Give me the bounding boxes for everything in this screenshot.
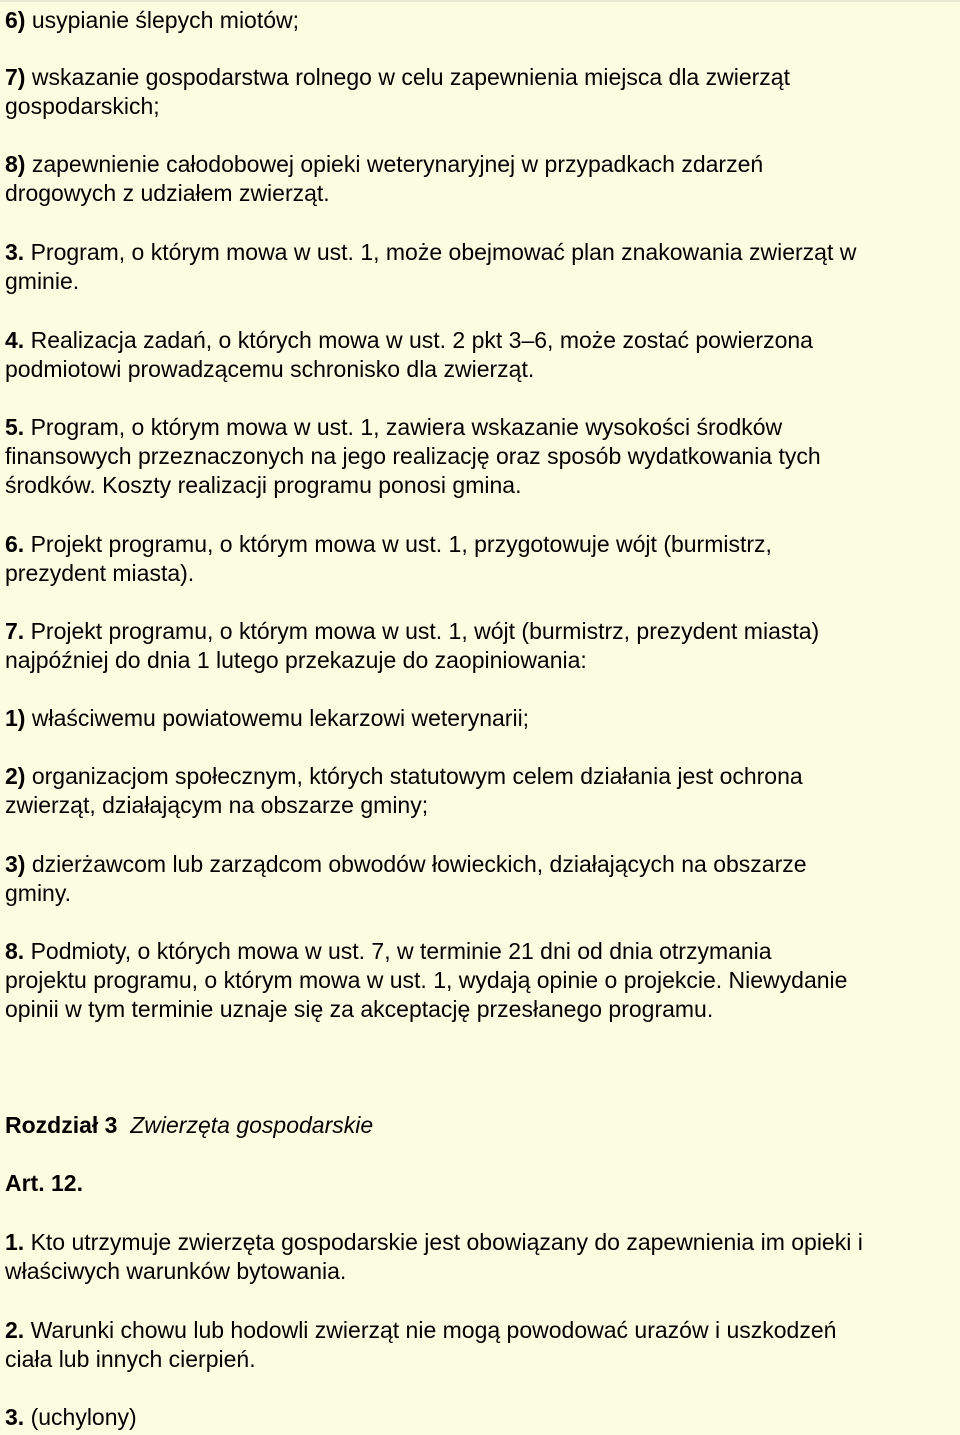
item-6-paren xyxy=(5,6,955,35)
paragraph-3 xyxy=(5,238,955,296)
paragraph-number: 2. xyxy=(5,1317,25,1343)
paragraph-7 xyxy=(5,617,955,675)
article-heading xyxy=(5,1169,955,1198)
paragraph-number: 6. xyxy=(5,531,25,557)
item-text-line: zwierząt, działającym na obszarze gminy; xyxy=(5,792,429,818)
paragraph-text-line: (uchylony) xyxy=(24,1404,137,1430)
paragraph-text-line: finansowych przeznaczonych na jego realizację oraz sposób wydatkowania tych xyxy=(5,443,821,469)
paragraph-number: 3. xyxy=(5,239,25,265)
item-1-paren xyxy=(5,704,955,733)
paragraph-text-line: Projekt programu, o którym mowa w ust. 1, przygotowuje wójt (burmistrz, xyxy=(24,531,772,557)
item-text-line: usypianie ślepych miotów; xyxy=(25,7,300,33)
item-2-paren xyxy=(5,762,955,820)
article-paragraph-2 xyxy=(5,1316,955,1374)
item-text-line: gminy. xyxy=(5,880,72,906)
paragraph-text-line: środków. Koszty realizacji programu ponosi gmina. xyxy=(5,472,522,498)
item-8-paren xyxy=(5,150,955,208)
item-number: 6) xyxy=(5,7,26,33)
paragraph-number: 4. xyxy=(5,327,25,353)
paragraph-text-line: opinii w tym terminie uznaje się za akceptację przesłanego programu. xyxy=(5,996,714,1022)
item-number: 3) xyxy=(5,851,26,877)
paragraph-text-line: podmiotowi prowadzącemu schronisko dla zwierząt. xyxy=(5,356,535,382)
paragraph-text-line: gminie. xyxy=(5,268,80,294)
chapter-heading xyxy=(5,1111,955,1140)
paragraph-text-line: ciała lub innych cierpień. xyxy=(5,1346,256,1372)
paragraph-number: 1. xyxy=(5,1229,25,1255)
paragraph-text-line: Program, o którym mowa w ust. 1, może obejmować plan znakowania zwierząt w xyxy=(24,239,857,265)
item-number: 7) xyxy=(5,64,26,90)
paragraph-text-line: Kto utrzymuje zwierzęta gospodarskie jest obowiązany do zapewnienia im opieki i xyxy=(24,1229,863,1255)
paragraph-4 xyxy=(5,326,955,384)
item-text-line: gospodarskich; xyxy=(5,93,160,119)
item-text-line: właściwemu powiatowemu lekarzowi weterynarii; xyxy=(25,705,530,731)
paragraph-text-line: projektu programu, o którym mowa w ust. 1, wydają opinie o projekcie. Niewydanie xyxy=(5,967,848,993)
paragraph-text-line: Podmioty, o których mowa w ust. 7, w terminie 21 dni od dnia otrzymania xyxy=(24,938,772,964)
paragraph-8 xyxy=(5,937,955,1024)
paragraph-number: 8. xyxy=(5,938,25,964)
paragraph-text-line: Realizacja zadań, o których mowa w ust. 2 pkt 3–6, może zostać powierzona xyxy=(24,327,813,353)
item-number: 8) xyxy=(5,151,26,177)
article-label: Art. 12. xyxy=(5,1170,83,1196)
paragraph-text-line: najpóźniej do dnia 1 lutego przekazuje do zaopiniowania: xyxy=(5,647,587,673)
item-text-line: organizacjom społecznym, których statutowym celem działania jest ochrona xyxy=(25,763,803,789)
paragraph-6 xyxy=(5,530,955,588)
chapter-title: Zwierzęta gospodarskie xyxy=(130,1112,374,1138)
article-paragraph-1 xyxy=(5,1228,955,1286)
paragraph-5 xyxy=(5,413,955,500)
paragraph-text-line: Warunki chowu lub hodowli zwierząt nie mogą powodować urazów i uszkodzeń xyxy=(24,1317,837,1343)
chapter-label: Rozdział 3 xyxy=(5,1112,118,1138)
item-3-paren xyxy=(5,850,955,908)
item-text-line: drogowych z udziałem zwierząt. xyxy=(5,180,330,206)
paragraph-text-line: Program, o którym mowa w ust. 1, zawiera wskazanie wysokości środków xyxy=(24,414,783,440)
paragraph-number: 7. xyxy=(5,618,25,644)
article-paragraph-3 xyxy=(5,1403,955,1432)
item-text-line: dzierżawcom lub zarządcom obwodów łowieckich, działających na obszarze xyxy=(25,851,807,877)
item-text-line: wskazanie gospodarstwa rolnego w celu zapewnienia miejsca dla zwierząt xyxy=(25,64,790,90)
paragraph-text-line: Projekt programu, o którym mowa w ust. 1, wójt (burmistrz, prezydent miasta) xyxy=(24,618,820,644)
item-number: 2) xyxy=(5,763,26,789)
item-7-paren xyxy=(5,63,955,121)
item-text-line: zapewnienie całodobowej opieki weterynaryjnej w przypadkach zdarzeń xyxy=(25,151,764,177)
paragraph-text-line: prezydent miasta). xyxy=(5,560,195,586)
paragraph-number: 5. xyxy=(5,414,25,440)
item-number: 1) xyxy=(5,705,26,731)
paragraph-text-line: właściwych warunków bytowania. xyxy=(5,1258,347,1284)
paragraph-number: 3. xyxy=(5,1404,25,1430)
